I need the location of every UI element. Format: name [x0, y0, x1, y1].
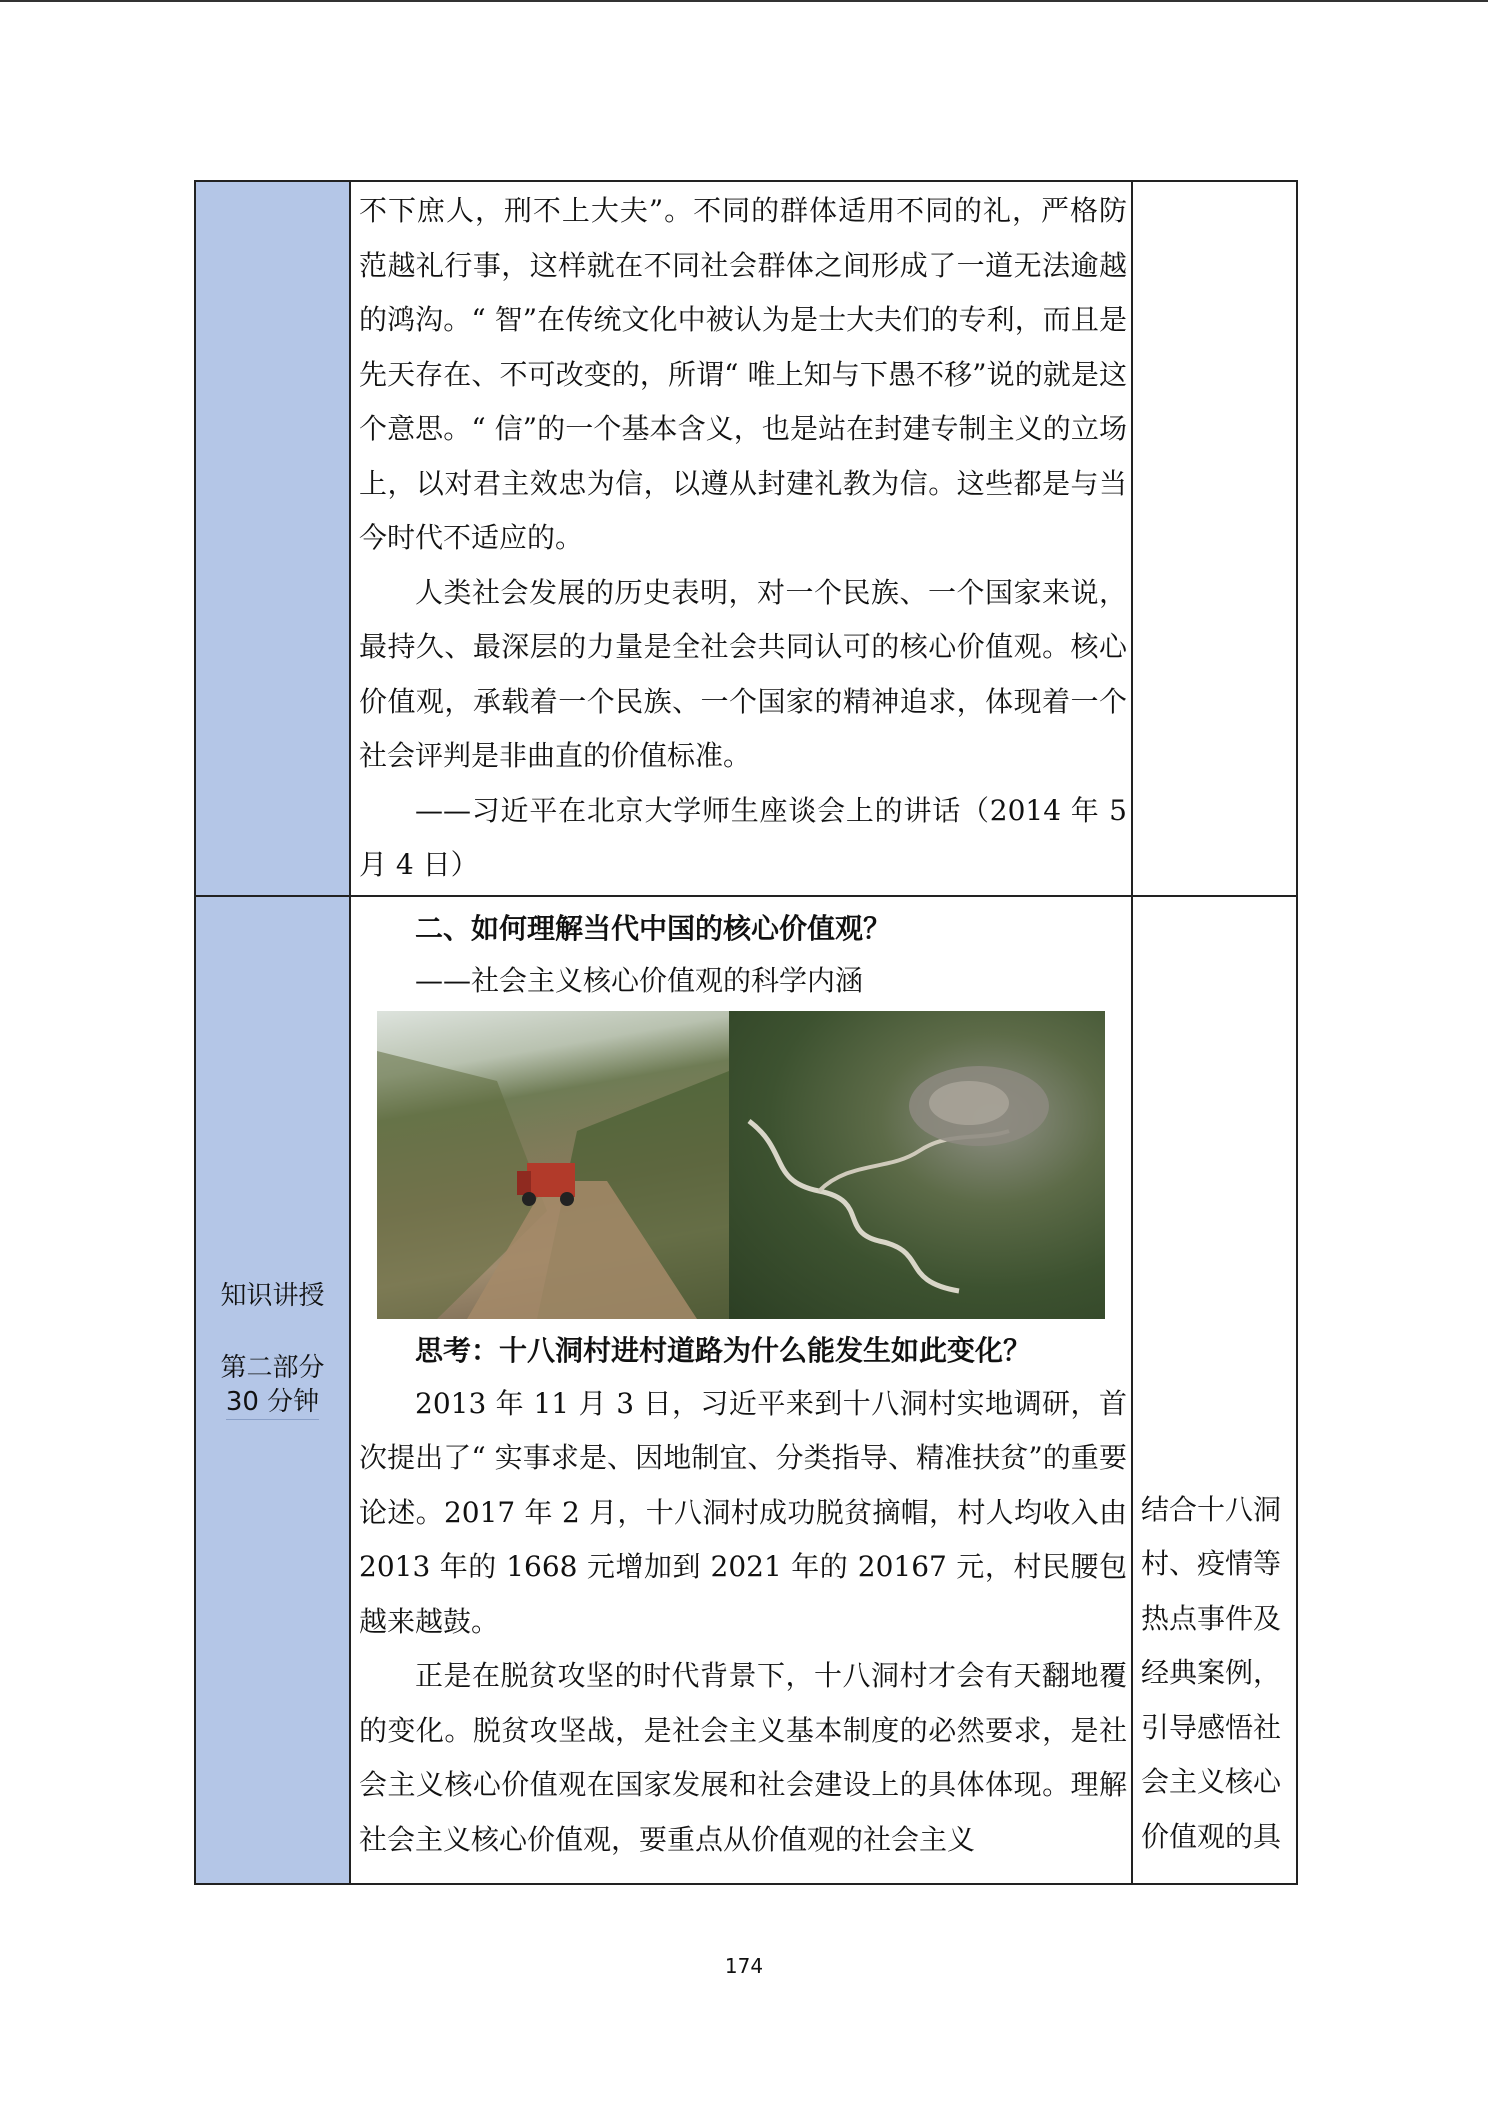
table-row	[195, 896, 1297, 1884]
duration-label: 30 分钟	[226, 1385, 319, 1420]
content-cell	[350, 181, 1132, 896]
stage-cell	[195, 181, 350, 896]
paragraph: 正是在脱贫攻坚的时代背景下，十八洞村才会有天翻地覆的变化。脱贫攻坚战，是社会主义基本制度的必然要求，是社会主义核心价值观在国家发展和社会建设上的具体体现。理解社会主义核心价值观，要重点从价值观的社会主义	[359, 1659, 1127, 1856]
content-cell	[350, 896, 1132, 1884]
teaching-note: 结合十八洞村、疫情等热点事件及经典案例，引导感悟社会主义核心价值观的具	[1141, 1492, 1282, 1853]
photo-pair	[377, 1011, 1105, 1319]
discussion-question: 思考：十八洞村进村道路为什么能发生如此变化？	[415, 1333, 1032, 1367]
section-subheading: ——社会主义核心价值观的科学内涵	[415, 963, 864, 997]
stage-cell	[195, 896, 350, 1884]
paragraph: 不下庶人，刑不上大夫”。不同的群体适用不同的礼，严格防范越礼行事，这样就在不同社会群体之间形成了一道无法逾越的鸿沟。“ 智”在传统文化中被认为是士大夫们的专利，而且是先天存在、不可改变的，所谓“ 唯上知与下愚不移”说的就是这个意思。“ 信”的一个基本含义，也是站在封建专制主义的立场上，以对君主效忠为信，以遵从封建礼教为信。这些都是与当今时代不适应的。	[359, 194, 1127, 554]
note-cell	[1132, 181, 1297, 896]
stage-label: 知识讲授	[220, 1281, 325, 1311]
page-number: 174	[724, 1954, 764, 1978]
aerial-village-photo	[729, 1011, 1105, 1319]
note-cell	[1132, 896, 1297, 1884]
paragraph: 2013 年 11 月 3 日，习近平来到十八洞村实地调研，首次提出了“ 实事求是、因地制宜、分类指导、精准扶贫”的重要论述。2017 年 2 月，十八洞村成功脱贫摘帽，村人均收入由 2013 年的 1668 元增加到 2021 年的 20167 元，村民腰包越来越鼓。	[359, 1386, 1127, 1638]
table-row	[195, 181, 1297, 896]
road-construction-photo	[377, 1011, 729, 1319]
section-heading: 二、如何理解当代中国的核心价值观？	[415, 911, 892, 945]
part-label: 第二部分	[220, 1353, 325, 1383]
top-rule	[0, 0, 1488, 2]
quote-source: ——习近平在北京大学师生座谈会上的讲话（2014 年 5 月 4 日）	[359, 793, 1127, 881]
paragraph: 人类社会发展的历史表明，对一个民族、一个国家来说，最持久、最深层的力量是全社会共同认可的核心价值观。核心价值观，承载着一个民族、一个国家的精神追求，体现着一个社会评判是非曲直的价值标准。	[359, 575, 1127, 772]
lesson-plan-table	[194, 180, 1298, 1885]
